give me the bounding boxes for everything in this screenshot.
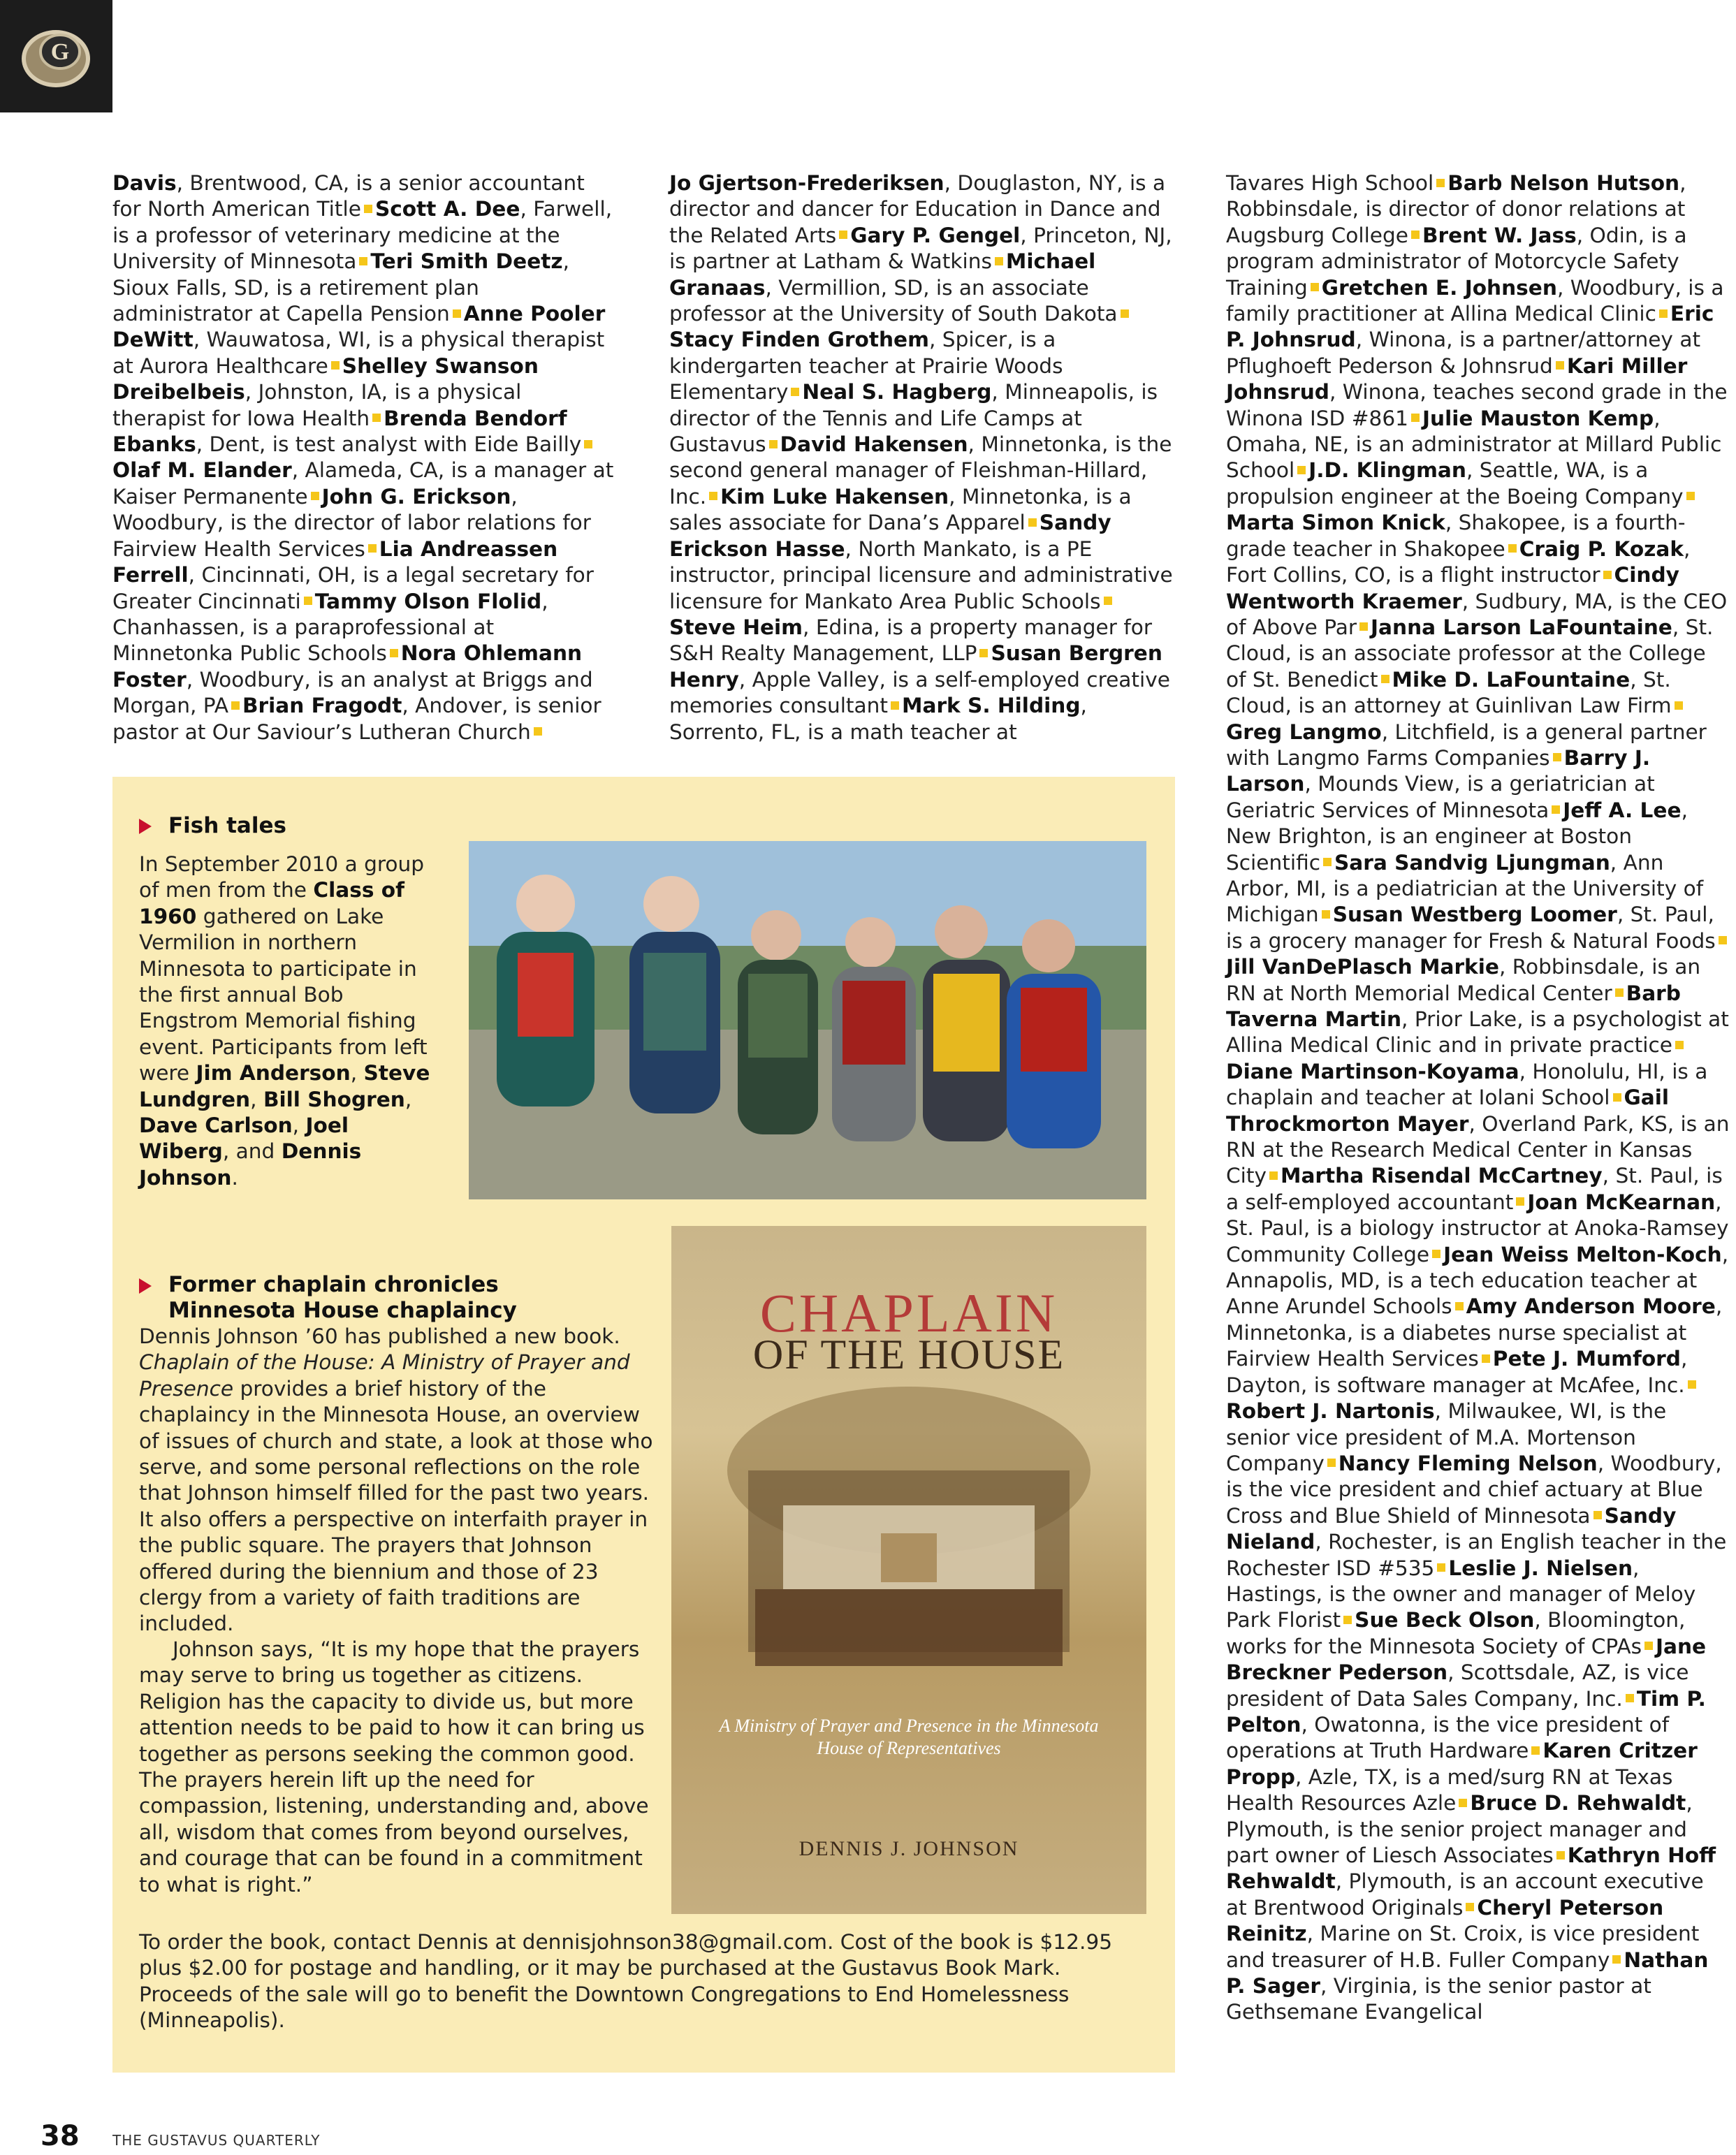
entry-text: , St. Paul, is a biology instructor at Anoka-Ramsey Community College	[1226, 1190, 1729, 1266]
svg-text:G: G	[50, 39, 70, 65]
entry-text: , New Brighton, is an engineer at Boston Scientific	[1226, 798, 1688, 875]
entry-text: , Plymouth, is the senior project manager and part owner of Liesch Associates	[1226, 1791, 1693, 1867]
entry-text: , Wauwatosa, WI, is a physical therapist at Aurora Healthcare	[112, 328, 605, 378]
entry-separator-square-icon	[1626, 1694, 1634, 1702]
alumni-name: Michael Granaas	[669, 249, 1096, 300]
entry-text: , Woodbury, is the director of labor relations for Fairview Health Services	[112, 484, 591, 561]
alumni-name: Diane Martinson-Koyama	[1226, 1059, 1519, 1083]
entry-text: , Farwell, is a professor of veterinary medicine at the University of Minnesota	[112, 197, 613, 274]
entry-text: , St. Cloud, is an attorney at Guinlivan Law Firm	[1226, 667, 1672, 718]
alumni-name: Greg Langmo	[1226, 719, 1382, 744]
entry-text: , Johnston, IA, is a physical therapist for Iowa Health	[112, 380, 522, 430]
alumni-name: Sara Sandvig Ljungman	[1334, 850, 1610, 875]
entry-separator-square-icon	[1593, 1511, 1602, 1519]
entry-text: ,	[292, 1113, 306, 1138]
entry-separator-square-icon	[1323, 858, 1332, 866]
alumni-name: Gary P. Gengel	[850, 223, 1021, 247]
entry-separator-square-icon	[359, 257, 367, 265]
chaplain-paragraph-1	[139, 1324, 659, 1637]
entry-text: , Woodbury, is the vice president and chief actuary at Blue Cross and Blue Shield of Minnesota	[1226, 1451, 1722, 1528]
entry-text: , Ann Arbor, MI, is a pediatrician at the University of Michigan	[1226, 850, 1704, 927]
entry-text: , Litchfield, is a general partner with Langmo Farms Companies	[1226, 719, 1707, 770]
alumni-name: Martha Risendal McCartney	[1281, 1164, 1603, 1188]
entry-text: , St. Paul, is a self-employed accountant	[1226, 1164, 1723, 1214]
alumni-name: Jill VanDePlasch Markie	[1226, 955, 1499, 979]
alumni-name: Barry J. Larson	[1226, 745, 1651, 796]
chaplain-heading-line1: Former chaplain chronicles	[168, 1272, 499, 1297]
alumni-name: Jim Anderson	[196, 1061, 351, 1086]
alumni-name: Nathan P. Sager	[1226, 1948, 1709, 1999]
entry-text: , Edina, is a property manager for S&H Realty Management, LLP	[669, 615, 1153, 666]
entry-text: , Mounds View, is a geriatrician at Geriatric Services of Minnesota	[1226, 772, 1655, 822]
entry-text: , Alameda, CA, is a manager at Kaiser Permanente	[112, 458, 614, 509]
alumni-name: John G. Erickson	[321, 484, 511, 509]
entry-text: , Scottsdale, AZ, is vice president of Data Sales Company, Inc.	[1226, 1660, 1689, 1711]
alumni-name: Jo Gjertson-Frederiksen	[669, 171, 944, 195]
entry-separator-square-icon	[1603, 571, 1612, 579]
fish-tales-text	[139, 852, 441, 1191]
entry-separator-square-icon	[231, 701, 240, 710]
alumni-name: Lia Andreassen Ferrell	[112, 536, 558, 587]
alumni-name: Mike D. LaFountaine	[1392, 667, 1631, 692]
entry-separator-square-icon	[839, 231, 847, 239]
entry-text: , Winona, is a partner/attorney at Pflughoeft Pederson & Johnsrud	[1226, 328, 1701, 378]
entry-separator-square-icon	[1311, 283, 1319, 291]
chaplain-paragraph-2: Johnson says, “It is my hope that the prayers may serve to bring us together as citizens. Religion has the capacity to divide us, but more attention needs to be paid to how it can bring us together as persons seeking the common good. The prayers herein lift up the need for compassion, listening, understanding and, above all, wisdom that comes from beyond ourselves, and courage that can be found in a commitment to what is right.”	[139, 1637, 649, 1897]
entry-separator-square-icon	[1531, 1746, 1540, 1755]
entry-separator-square-icon	[1675, 701, 1683, 710]
entry-text: , Chanhassen, is a paraprofessional at Minnetonka Public Schools	[112, 589, 548, 666]
page-number: 38	[41, 2120, 80, 2152]
alumni-name: Cheryl Peterson Reinitz	[1226, 1895, 1664, 1946]
alumni-name: Brenda Bendorf Ebanks	[112, 406, 567, 457]
entry-separator-square-icon	[1466, 1903, 1474, 1911]
entry-text: , Robbinsdale, is director of donor relations at Augsburg College	[1226, 171, 1686, 247]
entry-text: , St. Paul, is a grocery manager for Fresh & Natural Foods	[1226, 903, 1716, 953]
alumni-name: Dave Carlson	[139, 1113, 293, 1138]
entry-text: In September 2010 a group of men from the	[139, 852, 425, 903]
alumni-name: Gail Throckmorton Mayer	[1226, 1086, 1670, 1136]
entry-text: , Rochester, is an English teacher in the Rochester ISD #535	[1226, 1530, 1727, 1580]
entry-text: , Vermillion, SD, is an associate professor at the University of South Dakota	[669, 275, 1118, 326]
alumni-name: Joel Wiberg	[139, 1113, 349, 1164]
alumni-name: Amy Anderson Moore	[1466, 1294, 1716, 1319]
entry-text: , St. Cloud, is an associate professor at the College of St. Benedict	[1226, 615, 1714, 692]
alumni-name: Class of 1960	[139, 878, 404, 928]
entry-text: , Annapolis, MD, is a tech education teacher at Anne Arundel Schools	[1226, 1242, 1729, 1319]
entry-text: , Woodbury, is a family practitioner at Allina Medical Clinic	[1226, 275, 1724, 326]
fishing-group-photo	[469, 841, 1146, 1199]
book-cover	[671, 1226, 1146, 1914]
entry-separator-square-icon	[709, 492, 717, 500]
entry-separator-square-icon	[1436, 179, 1445, 187]
entry-text: , Minnetonka, is a diabetes nurse specialist at Fairview Health Services	[1226, 1294, 1723, 1371]
entry-separator-square-icon	[1381, 675, 1389, 683]
alumni-name: David Hakensen	[780, 432, 968, 457]
entry-separator-square-icon	[1675, 1041, 1684, 1049]
alumni-name: Eric P. Johnsrud	[1226, 302, 1714, 352]
alumni-name: Marta Simon Knick	[1226, 511, 1445, 535]
entry-separator-square-icon	[1516, 1197, 1524, 1206]
entry-separator-square-icon	[331, 361, 340, 370]
entry-text: , Virginia, is the senior pastor at Gethsemane Evangelical	[1226, 1974, 1651, 2024]
entry-separator-square-icon	[979, 649, 988, 657]
alumni-name: Sue Beck Olson	[1355, 1608, 1535, 1632]
alumni-column-1	[112, 170, 617, 745]
chaplain-p1-lead: Dennis Johnson ’60 has published a new book.	[139, 1324, 620, 1348]
alumni-name: Brent W. Jass	[1422, 223, 1577, 247]
alumni-name: Nancy Fleming Nelson	[1338, 1451, 1598, 1475]
alumni-name: Scott A. Dee	[374, 197, 520, 221]
alumni-name: Anne Pooler DeWitt	[112, 302, 606, 352]
feature-sidebar	[112, 777, 1175, 2073]
entry-text: , Minnetonka, is a sales associate for Dana’s Apparel	[669, 484, 1132, 535]
alumni-name: Kari Miller Johnsrud	[1226, 353, 1688, 404]
entry-separator-square-icon	[1553, 753, 1561, 761]
entry-text: .	[231, 1165, 238, 1190]
entry-text: , Winona, teaches second grade in the Winona ISD #861	[1226, 380, 1728, 430]
entry-separator-square-icon	[1613, 1093, 1621, 1102]
entry-separator-square-icon	[1343, 1616, 1352, 1624]
entry-separator-square-icon	[1552, 805, 1560, 814]
entry-text: , Brentwood, CA, is a senior accountant for North American Title	[112, 171, 585, 221]
alumni-name: Leslie J. Nielsen	[1448, 1556, 1633, 1580]
entry-separator-square-icon	[1297, 466, 1306, 474]
alumni-name: Robert J. Nartonis	[1226, 1399, 1435, 1424]
entry-separator-square-icon	[1121, 309, 1129, 318]
entry-text: ,	[250, 1087, 263, 1111]
entry-text: ,	[350, 1061, 364, 1086]
alumni-name: Janna Larson LaFountaine	[1371, 615, 1672, 639]
entry-text: , Overland Park, KS, is an RN at the Research Medical Center in Kansas City	[1226, 1111, 1730, 1188]
alumni-name: Susan Westberg Loomer	[1332, 903, 1617, 927]
entry-text: , Seattle, WA, is a propulsion engineer at the Boeing Company	[1226, 458, 1684, 509]
entry-text: , Shakopee, is a fourth-grade teacher in Shakopee	[1226, 511, 1686, 561]
alumni-name: Jeff A. Lee	[1563, 798, 1682, 822]
entry-separator-square-icon	[372, 414, 381, 422]
entry-separator-square-icon	[891, 701, 899, 710]
alumni-name: Sandy Erickson Hasse	[669, 511, 1111, 561]
entry-separator-square-icon	[1508, 544, 1517, 553]
entry-text: , Fort Collins, CO, is a flight instructor	[1226, 536, 1691, 587]
alumni-name: Tammy Olson Flolid	[314, 589, 542, 613]
alumni-name: Steve Heim	[669, 615, 803, 639]
alumni-name: Susan Bergren Henry	[669, 641, 1162, 692]
entry-text: , Azle, TX, is a med/surg RN at Texas Health Resources Azle	[1226, 1765, 1673, 1816]
alumni-name: Barb Nelson Hutson	[1447, 171, 1680, 195]
entry-text: , Honolulu, HI, is a chaplain and teacher at Iolani School	[1226, 1059, 1708, 1110]
entry-separator-square-icon	[1688, 1380, 1696, 1389]
entry-separator-square-icon	[1686, 492, 1695, 500]
alumni-name: Teri Smith Deetz	[370, 249, 563, 274]
book-cover-subtitle: A Ministry of Prayer and Presence in the Minnesota House of Representatives	[719, 1716, 1099, 1758]
entry-text: , Spicer, is a kindergarten teacher at Prairie Woods Elementary	[669, 328, 1063, 404]
entry-text: , Odin, is a program administrator of Motorcycle Safety Training	[1226, 223, 1687, 300]
alumni-name: Pete J. Mumford	[1492, 1347, 1681, 1371]
alumni-name: Karen Critzer Propp	[1226, 1739, 1698, 1789]
alumni-name: Dennis Johnson	[139, 1139, 362, 1190]
entry-separator-square-icon	[995, 257, 1003, 265]
entry-separator-square-icon	[534, 727, 542, 736]
entry-separator-square-icon	[1269, 1171, 1278, 1180]
alumni-name: Jane Breckner Pederson	[1226, 1634, 1707, 1685]
entry-separator-square-icon	[1359, 622, 1368, 631]
entry-separator-square-icon	[1719, 936, 1727, 944]
entry-text: , Dent, is test analyst with Eide Bailly	[196, 432, 582, 457]
entry-text: , Prior Lake, is a psychologist at Allina Medical Clinic and in private practice	[1226, 1007, 1729, 1058]
entry-separator-square-icon	[791, 388, 799, 396]
entry-separator-square-icon	[1615, 988, 1624, 997]
alumni-name: Neal S. Hagberg	[802, 380, 992, 404]
alumni-name: Barb Taverna Martin	[1226, 981, 1681, 1031]
entry-text: , Owatonna, is the vice president of operations at Truth Hardware	[1226, 1712, 1670, 1763]
entry-text: , Sioux Falls, SD, is a retirement plan administrator at Capella Pension	[112, 249, 570, 326]
entry-text: , Cincinnati, OH, is a legal secretary for Greater Cincinnati	[112, 563, 594, 613]
entry-text: Tavares High School	[1226, 171, 1434, 195]
entry-text: , North Mankato, is a PE instructor, principal licensure and administrative licensure for Mankato Area Public Schools	[669, 536, 1173, 613]
alumni-name: Bruce D. Rehwaldt	[1470, 1791, 1686, 1816]
entry-separator-square-icon	[1411, 231, 1420, 239]
entry-text: , Robbinsdale, is an RN at North Memorial Medical Center	[1226, 955, 1701, 1005]
alumni-name: Davis	[112, 171, 177, 195]
entry-text: , Minnetonka, is the second general manager of Fleishman-Hillard, Inc.	[669, 432, 1172, 509]
entry-separator-square-icon	[390, 649, 398, 657]
entry-separator-square-icon	[368, 544, 377, 553]
entry-separator-square-icon	[1612, 1955, 1621, 1964]
fish-tales-arrow-icon	[139, 819, 152, 834]
alumni-name: Mark S. Hilding	[902, 694, 1081, 718]
entry-separator-square-icon	[1455, 1302, 1464, 1310]
entry-text: ,	[404, 1087, 412, 1111]
entry-text: , Plymouth, is an account executive at Brentwood Originals	[1226, 1869, 1704, 1920]
alumni-name: Julie Mauston Kemp	[1422, 406, 1654, 430]
book-cover-title-1: CHAPLAIN	[759, 1283, 1058, 1343]
book-order-info: To order the book, contact Dennis at dennisjohnson38@gmail.com. Cost of the book is $12.95 plus $2.00 for postage and handling, or it may be purchased at the Gustavus Book Mark. Proceeds of the sale will go to benefit the Downtown Congregations to End Homelessness (Minneapolis).	[139, 1930, 1113, 2033]
entry-text: , Minneapolis, is director of the Tennis and Life Camps at Gustavus	[669, 380, 1158, 457]
entry-separator-square-icon	[1659, 309, 1668, 318]
entry-text: , Woodbury, is an analyst at Briggs and Morgan, PA	[112, 667, 593, 718]
gustavus-logo	[0, 0, 112, 112]
entry-separator-square-icon	[1322, 910, 1330, 919]
entry-separator-square-icon	[1644, 1642, 1653, 1650]
alumni-name: J.D. Klingman	[1308, 458, 1466, 483]
entry-text: , Sudbury, MA, is the CEO of Above Par	[1226, 589, 1728, 639]
entry-text: , Sorrento, FL, is a math teacher at	[669, 694, 1087, 744]
entry-text: , Milwaukee, WI, is the senior vice president of M.A. Mortenson Company	[1226, 1399, 1667, 1475]
entry-text: , Apple Valley, is a self-employed creative memories consultant	[669, 667, 1170, 718]
alumni-column-3	[1226, 170, 1730, 2026]
entry-separator-square-icon	[1104, 597, 1112, 605]
entry-separator-square-icon	[1556, 361, 1564, 370]
entry-separator-square-icon	[1432, 1250, 1440, 1258]
entry-separator-square-icon	[1459, 1799, 1467, 1807]
alumni-name: Kim Luke Hakensen	[720, 484, 949, 509]
book-cover-title-2: OF THE HOUSE	[752, 1331, 1065, 1378]
alumni-name: Sandy Nieland	[1226, 1503, 1677, 1554]
book-title-italic: Chaplain of the House: A Ministry of Prayer and Presence	[139, 1350, 630, 1401]
alumni-column-2	[669, 170, 1174, 745]
entry-separator-square-icon	[304, 597, 312, 605]
entry-separator-square-icon	[1482, 1354, 1490, 1363]
entry-text: , Hastings, is the owner and manager of Meloy Park Florist	[1226, 1556, 1696, 1632]
magazine-title: THE GUSTAVUS QUARTERLY	[112, 2132, 321, 2149]
entry-text: , Marine on St. Croix, is vice president and treasurer of H.B. Fuller Company	[1226, 1922, 1700, 1972]
entry-text: , Dayton, is software manager at McAfee, Inc.	[1226, 1347, 1688, 1397]
alumni-name: Jean Weiss Melton-Koch	[1443, 1242, 1722, 1266]
alumni-name: Cindy Wentworth Kraemer	[1226, 563, 1679, 613]
chaplain-arrow-icon	[139, 1278, 152, 1294]
alumni-name: Gretchen E. Johnsen	[1321, 275, 1557, 300]
entry-separator-square-icon	[584, 440, 592, 448]
entry-text: , Princeton, NJ, is partner at Latham & Watkins	[669, 223, 1172, 274]
entry-text: , and	[222, 1139, 282, 1164]
alumni-name: Kathryn Hoff Rehwaldt	[1226, 1843, 1716, 1894]
book-cover-author: DENNIS J. JOHNSON	[798, 1837, 1019, 1860]
entry-separator-square-icon	[311, 492, 319, 500]
alumni-name: Bill Shogren	[263, 1087, 405, 1111]
entry-separator-square-icon	[1556, 1851, 1565, 1860]
entry-separator-square-icon	[1028, 518, 1037, 527]
capitol-chamber-illustration	[671, 1226, 1146, 1914]
alumni-name: Stacy Finden Grothem	[669, 328, 929, 352]
entry-separator-square-icon	[364, 205, 372, 213]
alumni-name: Nora Ohlemann Foster	[112, 641, 583, 692]
alumni-name: Joan McKearnan	[1527, 1190, 1716, 1214]
entry-text: , Douglaston, NY, is a director and dancer for Education in Dance and the Related Arts	[669, 171, 1166, 247]
entry-text: gathered on Lake Vermilion in northern Minnesota to participate in the first annual Bob Engstrom Memorial fishing event. Participants from left were	[139, 904, 428, 1086]
entry-text: , Omaha, NE, is an administrator at Millard Public School	[1226, 406, 1722, 483]
alumni-name: Brian Fragodt	[242, 694, 402, 718]
alumni-name: Tim P. Pelton	[1226, 1686, 1706, 1737]
entry-text: , Bloomington, works for the Minnesota Society of CPAs	[1226, 1608, 1686, 1658]
alumni-name: Olaf M. Elander	[112, 458, 292, 483]
fish-tales-heading: Fish tales	[168, 813, 286, 838]
entry-text: , Andover, is senior pastor at Our Saviour’s Lutheran Church	[112, 694, 601, 744]
chaplain-p1-rest: provides a brief history of the chaplaincy in the Minnesota House, an overview of issues of church and state, a look at those who serve, and some personal reflections on the role that Johnson himself filled for the past two years. It also offers a perspective on interfaith prayer in the public square. The prayers that Johnson offered during the biennium and those of 23 clergy from a variety of faith traditions are included.	[139, 1376, 653, 1636]
entry-separator-square-icon	[453, 309, 461, 318]
entry-separator-square-icon	[1411, 414, 1420, 422]
alumni-name: Craig P. Kozak	[1519, 536, 1684, 561]
chaplain-heading-line2: Minnesota House chaplaincy	[168, 1298, 517, 1323]
alumni-name: Shelley Swanson Dreibelbeis	[112, 353, 539, 404]
entry-separator-square-icon	[769, 440, 778, 448]
entry-separator-square-icon	[1437, 1563, 1445, 1572]
entry-separator-square-icon	[1327, 1459, 1336, 1467]
alumni-name: Steve Lundgren	[139, 1061, 430, 1111]
